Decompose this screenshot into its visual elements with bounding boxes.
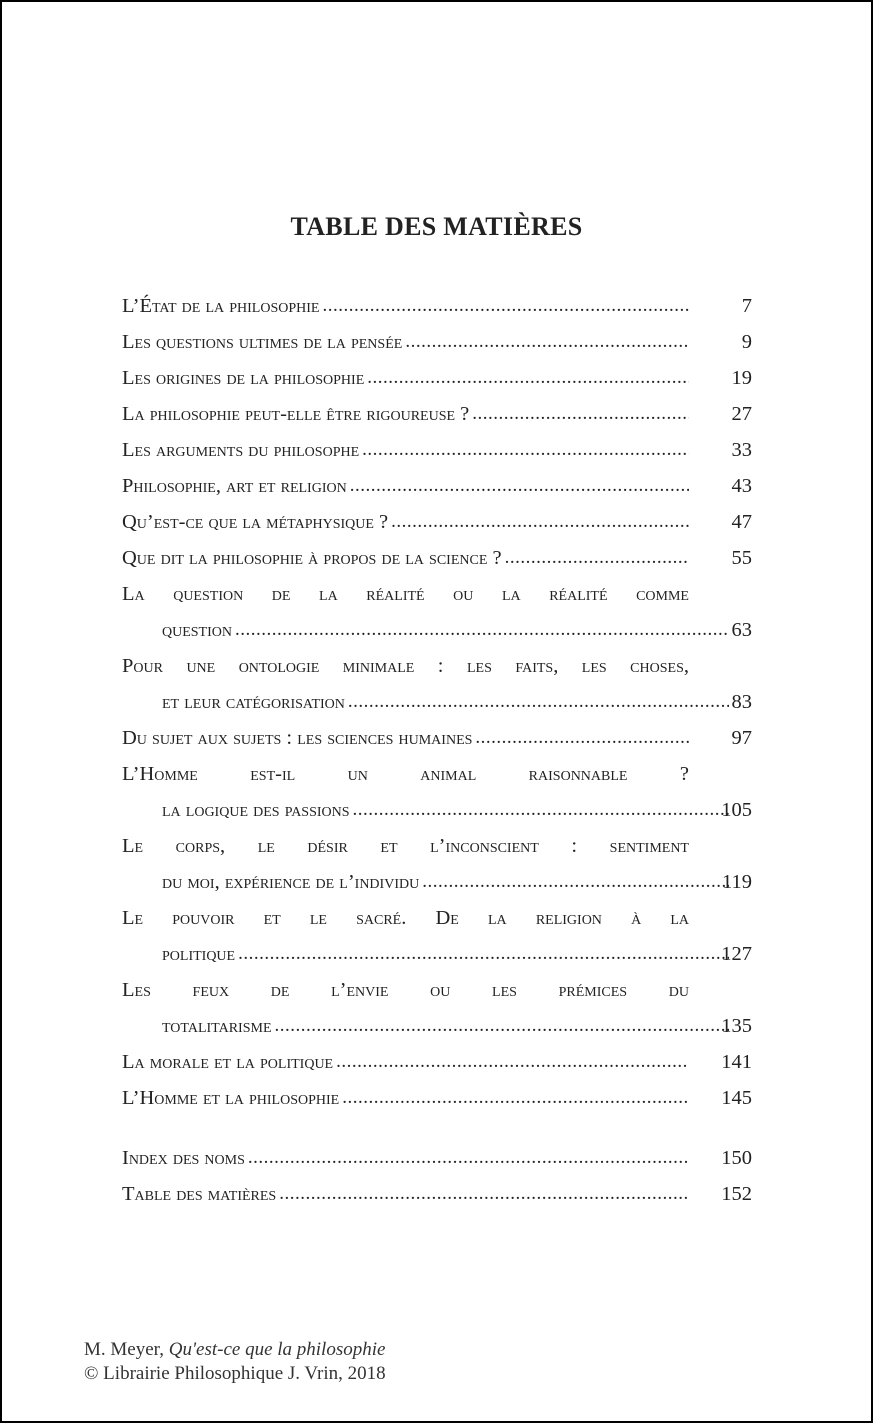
- toc-entry-title: Le pouvoir et le sacré. De la religion à la: [122, 907, 689, 929]
- toc-entry-page-number: 83: [731, 691, 752, 713]
- toc-entry: [122, 504, 752, 540]
- toc-entry-title: La philosophie peut-elle être rigoureuse ?: [122, 403, 470, 425]
- toc-entry: [122, 1044, 752, 1080]
- toc-entry-line-last: [122, 504, 689, 540]
- toc-entry-page-number: 97: [731, 727, 752, 749]
- toc-entry-title: Les origines de la philosophie: [122, 367, 365, 389]
- toc-entry-page-number: 33: [731, 439, 752, 461]
- dot-leader: [319, 288, 689, 324]
- toc-entry-line-last: [122, 936, 729, 972]
- toc-entry-page-number: 55: [731, 547, 752, 569]
- toc-entry-line: [122, 648, 689, 684]
- dot-leader: [402, 324, 689, 360]
- toc-entry-line-last: [122, 720, 689, 756]
- toc-entry-page-number: 9: [741, 331, 752, 353]
- dot-leader: [339, 1080, 689, 1116]
- toc-entry-line-last: [122, 1080, 689, 1116]
- toc-entry-page-number: 135: [721, 1015, 752, 1037]
- dot-leader: [388, 504, 689, 540]
- toc-entry-page-number: 145: [721, 1087, 752, 1109]
- toc-entry: [122, 432, 752, 468]
- toc-entry: [122, 1176, 752, 1212]
- dot-leader: [276, 1176, 689, 1212]
- toc-entry-page-number: 150: [721, 1147, 752, 1169]
- toc-entry: [122, 360, 752, 396]
- toc-entry-line-last: [122, 792, 729, 828]
- table-of-contents: [122, 288, 752, 1212]
- toc-entry-line-last: [122, 288, 689, 324]
- dot-leader: [364, 360, 689, 396]
- page-title: TABLE DES MATIÈRES: [290, 212, 583, 241]
- toc-entry: [122, 288, 752, 324]
- footer-copyright: © Librairie Philosophique J. Vrin, 2018: [84, 1363, 386, 1384]
- dot-leader: [350, 792, 729, 828]
- dot-leader: [272, 1008, 730, 1044]
- dot-leader: [469, 396, 689, 432]
- toc-entry-title: Qu’est-ce que la métaphysique ?: [122, 511, 389, 533]
- toc-entry-line: [122, 828, 689, 864]
- toc-entry-title: Philosophie, art et religion: [122, 475, 347, 497]
- toc-entry-line-last: [122, 396, 689, 432]
- toc-entry-page-number: 63: [731, 619, 752, 641]
- toc-entry-title: Pour une ontologie minimale : les faits, les choses,: [122, 655, 689, 677]
- toc-entry: [122, 1080, 752, 1116]
- footer-book-title: Qu'est-ce que la philosophie: [168, 1339, 386, 1360]
- toc-entry-page-number: 105: [721, 799, 752, 821]
- dot-leader: [232, 612, 729, 648]
- toc-entry-line-last: [122, 612, 729, 648]
- toc-entry-page-number: 127: [721, 943, 752, 965]
- toc-entry-title: totalitarisme: [162, 1015, 272, 1037]
- toc-entry: [122, 720, 752, 756]
- toc-entry-page-number: 19: [731, 367, 752, 389]
- toc-entry-line-last: [122, 468, 689, 504]
- toc-entry: [122, 972, 752, 1044]
- toc-entry: [122, 648, 752, 720]
- toc-entry-title: L’Homme est-il un animal raisonnable ?: [122, 763, 689, 785]
- dot-leader: [345, 684, 729, 720]
- toc-entry-title: Du sujet aux sujets : les sciences humaines: [122, 727, 473, 749]
- toc-entry: [122, 756, 752, 828]
- toc-entry: [122, 540, 752, 576]
- toc-entry-title: Le corps, le désir et l’inconscient : sentiment: [122, 835, 689, 857]
- toc-entry-line-last: [122, 540, 689, 576]
- toc-entry-page-number: 43: [731, 475, 752, 497]
- toc-entry: [122, 576, 752, 648]
- footer-author: M. Meyer,: [84, 1339, 169, 1360]
- toc-entry-page-number: 27: [731, 403, 752, 425]
- toc-entry-title: Table des matières: [122, 1183, 277, 1205]
- dot-leader: [472, 720, 689, 756]
- toc-entry-title: Les feux de l’envie ou les prémices du: [122, 979, 689, 1001]
- toc-entry-line-last: [122, 1176, 689, 1212]
- dot-leader: [235, 936, 729, 972]
- toc-entry-line-last: [122, 324, 689, 360]
- toc-entry-page-number: 141: [721, 1051, 752, 1073]
- toc-entry-title: L’État de la philosophie: [122, 295, 320, 317]
- toc-entry-title: La question de la réalité ou la réalité comme: [122, 583, 689, 605]
- toc-entry-line: [122, 756, 689, 792]
- toc-entry: [122, 396, 752, 432]
- toc-entry-page-number: 152: [721, 1183, 752, 1205]
- toc-entry-line: [122, 900, 689, 936]
- toc-entry-title: la logique des passions: [162, 799, 350, 821]
- toc-entry-line-last: [122, 1140, 689, 1176]
- section-spacer: [122, 1116, 752, 1140]
- toc-entry: [122, 468, 752, 504]
- toc-entry-line-last: [122, 864, 729, 900]
- toc-entry-title: question: [162, 619, 232, 641]
- dot-leader: [347, 468, 689, 504]
- toc-entry: [122, 828, 752, 900]
- toc-entry: [122, 900, 752, 972]
- dot-leader: [245, 1140, 689, 1176]
- toc-entry-title: Que dit la philosophie à propos de la science ?: [122, 547, 502, 569]
- toc-entry-title: politique: [162, 943, 236, 965]
- dot-leader: [359, 432, 689, 468]
- dot-leader: [333, 1044, 689, 1080]
- toc-entry-page-number: 119: [722, 871, 752, 893]
- toc-entry-title: L’Homme et la philosophie: [122, 1087, 340, 1109]
- dot-leader: [502, 540, 689, 576]
- footer-citation: [84, 1338, 386, 1362]
- toc-entry-line-last: [122, 1044, 689, 1080]
- toc-entry-page-number: 7: [741, 295, 752, 317]
- dot-leader: [419, 864, 729, 900]
- toc-entry: [122, 324, 752, 360]
- toc-entry-line-last: [122, 684, 729, 720]
- toc-entry-line: [122, 576, 689, 612]
- toc-entry-line: [122, 972, 689, 1008]
- toc-entry-title: Les arguments du philosophe: [122, 439, 360, 461]
- toc-entry-page-number: 47: [731, 511, 752, 533]
- toc-entry-title: du moi, expérience de l’individu: [162, 871, 420, 893]
- footer: [84, 1338, 386, 1386]
- toc-entry-title: Index des noms: [122, 1147, 245, 1169]
- toc-entry-line-last: [122, 432, 689, 468]
- toc-entry: [122, 1140, 752, 1176]
- toc-entry-title: La morale et la politique: [122, 1051, 334, 1073]
- toc-entry-title: et leur catégorisation: [162, 691, 345, 713]
- toc-entry-title: Les questions ultimes de la pensée: [122, 331, 403, 353]
- toc-entry-line-last: [122, 360, 689, 396]
- toc-entry-line-last: [122, 1008, 729, 1044]
